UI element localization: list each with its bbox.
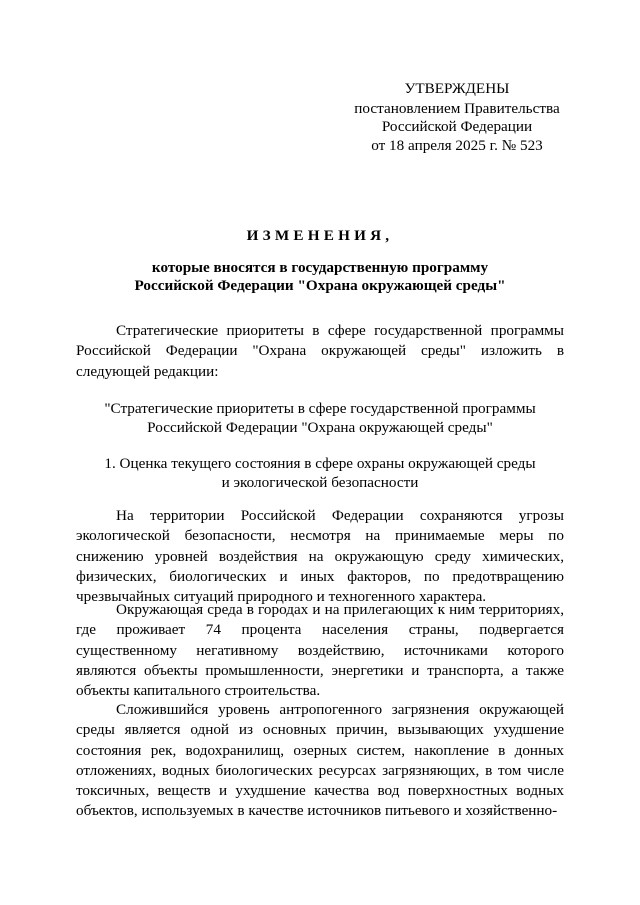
title-main: ИЗМЕНЕНИЯ, <box>246 227 394 244</box>
document-title <box>76 227 564 296</box>
title-subtitle: которые вносятся в государственную программу <box>151 258 489 276</box>
intro-paragraph: Стратегические приоритеты в сфере государственной программы Российской Федерации "Охрана окружающей среды" изложить в следующей редакции: <box>76 322 564 380</box>
section-heading-line: 1. Оценка текущего состояния в сфере охраны окружающей среды <box>104 455 536 472</box>
approval-line: постановлением Правительства <box>354 99 560 117</box>
quoted-title-line: "Стратегические приоритеты в сфере государственной программы <box>104 400 536 417</box>
quoted-title-line: Российской Федерации "Охрана окружающей среды" <box>147 418 493 436</box>
approval-line: Российской Федерации <box>381 118 533 135</box>
approval-stamp <box>352 80 562 155</box>
approval-heading: УТВЕРЖДЕНЫ <box>404 80 510 97</box>
quoted-section-title <box>76 400 564 437</box>
section-heading <box>76 455 564 492</box>
title-subtitle: Российской Федерации "Охрана окружающей среды" <box>134 277 506 294</box>
body-paragraph: На территории Российской Федерации сохраняются угрозы экологической безопасности, несмотря на принимаемые меры по снижению уровней воздействия на окружающую среду химических, физических, биологических и иных факторов, по предотвращению чрезвычайных ситуаций природного и техногенного характера. <box>76 507 564 606</box>
section-heading-line: и экологической безопасности <box>221 473 419 491</box>
body-paragraph: Окружающая среда в городах и на прилегающих к ним территориях, где проживает 74 процента населения страны, подвергается существенному негативному воздействию, источниками которого являются объекты промышленности, энергетики и транспорта, а также объекты капитального строительства. <box>76 601 564 700</box>
approval-date-number: от 18 апреля 2025 г. № 523 <box>371 136 543 154</box>
body-paragraph: Сложившийся уровень антропогенного загрязнения окружающей среды является одной из основных причин, вызывающих ухудшение состояния рек, водохранилищ, озерных систем, накопление в донных отложениях, водных биологических ресурсах загрязняющих, в том числе токсичных, веществ и ухудшение качества вод поверхностных водных объектов, используемых в качестве источников питьевого и хозяйственно- <box>76 701 564 820</box>
